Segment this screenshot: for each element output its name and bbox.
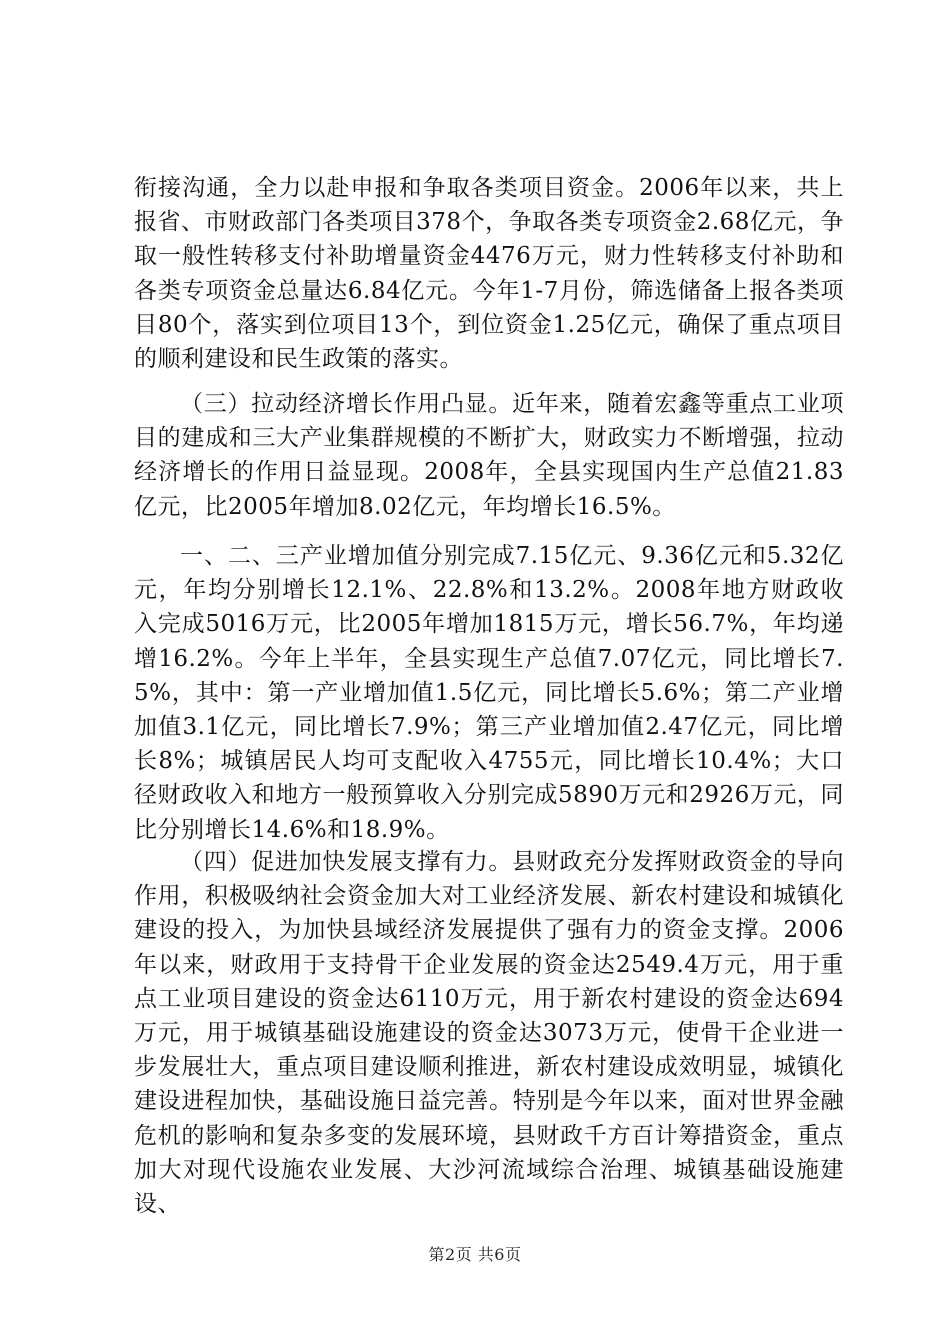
paragraph-development-support: （四）促进加快发展支撑有力。县财政充分发挥财政资金的导向作用，积极吸纳社会资金加大对工业经济发展、新农村建设和城镇化建设的投入，为加快县域经济发展提供了强有力的资金支撑。2006年以来，财政用于支持骨干企业发展的资金达2549.4万元，用于重点工业项目建设的资金达6110万元，用于新农村建设的资金达694万元，用于城镇基础设施建设的资金达3073万元，使骨干企业进一步发展壮大，重点项目建设顺利推进，新农村建设成效明显，城镇化建设进程加快，基础设施日益完善。特别是今年以来，面对世界金融危机的影响和复杂多变的发展环境，县财政千方百计筹措资金，重点加大对现代设施农业发展、大沙河流域综合治理、城镇基础设施建设、 [134,849,844,1218]
page-number-footer: 第2页 共6页 [428,1245,522,1264]
paragraph-funding-continuation: 衔接沟通，全力以赴申报和争取各类项目资金。2006年以来，共上报省、市财政部门各类项目378个，争取各类专项资金2.68亿元，争取一般性转移支付补助增量资金4476万元，财力性转移支付补助和各类专项资金总量达6.84亿元。今年1-7月份，筛选储备上报各类项目80个，落实到位项目13个，到位资金1.25亿元，确保了重点项目的顺利建设和民生政策的落实。 [134,175,844,373]
paragraph-economic-growth: （三）拉动经济增长作用凸显。近年来，随着宏鑫等重点工业项目的建成和三大产业集群规模的不断扩大，财政实力不断增强，拉动经济增长的作用日益显现。2008年，全县实现国内生产总值21.83亿元，比2005年增加8.02亿元，年均增长16.5%。 [134,391,844,520]
paragraph-industry-values: 一、二、三产业增加值分别完成7.15亿元、9.36亿元和5.32亿元，年均分别增长12.1%、22.8%和13.2%。2008年地方财政收入完成5016万元，比2005年增加1815万元，增长56.7%，年均递增16.2%。今年上半年，全县实现生产总值7.07亿元，同比增长7.5%，其中：第一产业增加值1.5亿元，同比增长5.6%；第二产业增加值3.1亿元，同比增长7.9%；第三产业增加值2.47亿元，同比增长8%；城镇居民人均可支配收入4755元，同比增长10.4%；大口径财政收入和地方一般预算收入分别完成5890万元和2926万元，同比分别增长14.6%和18.9%。 [134,543,844,843]
